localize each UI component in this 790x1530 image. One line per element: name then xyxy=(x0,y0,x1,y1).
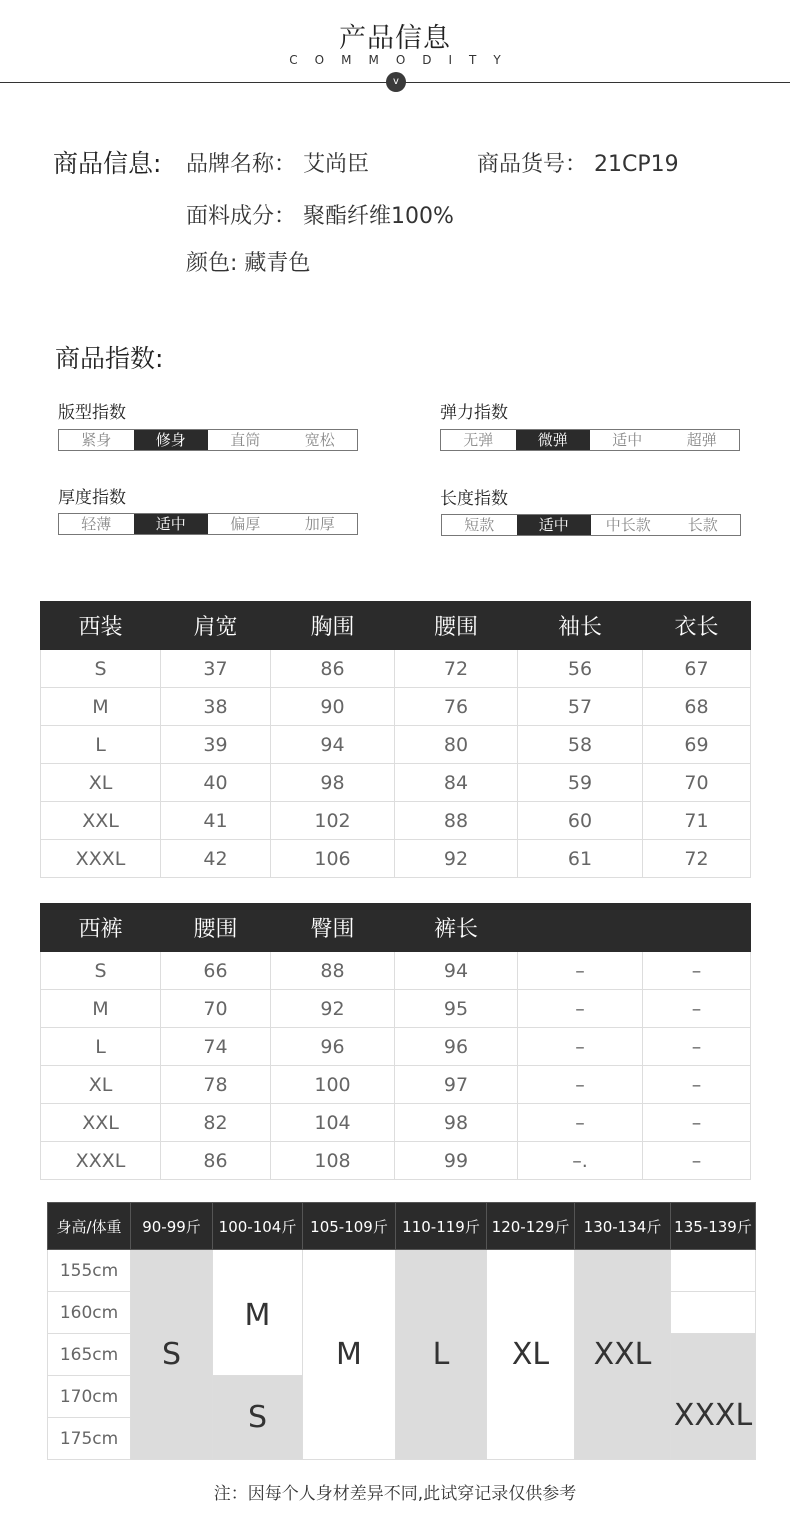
table-cell: M xyxy=(41,688,161,726)
table-cell: 90 xyxy=(271,688,395,726)
size-cell xyxy=(213,1250,303,1376)
scale-option-selected: 适中 xyxy=(134,514,209,534)
table-cell: 67 xyxy=(643,650,751,688)
size-label: M xyxy=(244,1298,271,1333)
table-header-cell: 105-109斤 xyxy=(303,1203,396,1250)
size-cell: XXXL xyxy=(671,1334,756,1460)
table-cell: L xyxy=(41,1028,161,1066)
size-cell: XL xyxy=(487,1250,575,1460)
table-cell: 96 xyxy=(395,1028,518,1066)
table-cell: 99 xyxy=(395,1142,518,1180)
thickness-index-label: 厚度指数 xyxy=(58,488,126,508)
table-cell: 57 xyxy=(518,688,643,726)
table-cell: 86 xyxy=(161,1142,271,1180)
table-row xyxy=(41,650,751,688)
height-cell: 170cm xyxy=(48,1376,131,1418)
table-row xyxy=(41,802,751,840)
scale-option: 轻薄 xyxy=(81,515,112,533)
table-cell: 69 xyxy=(643,726,751,764)
table-cell: 80 xyxy=(395,726,518,764)
scale-option-selected: 微弹 xyxy=(516,430,591,450)
page-subtitle: COMMODITY xyxy=(289,53,518,67)
table-cell: 97 xyxy=(395,1066,518,1104)
table-cell: 82 xyxy=(161,1104,271,1142)
table-cell: 70 xyxy=(643,764,751,802)
table-cell: 88 xyxy=(395,802,518,840)
table-row xyxy=(41,952,751,990)
table-cell: 106 xyxy=(271,840,395,878)
scale-option-selected: 适中 xyxy=(517,515,592,535)
scale-option: 长款 xyxy=(687,516,718,534)
table-cell: 72 xyxy=(643,840,751,878)
table-cell: L xyxy=(41,726,161,764)
table-header-cell: 臀围 xyxy=(271,904,395,952)
table-cell: 71 xyxy=(643,802,751,840)
table-row xyxy=(41,840,751,878)
table-header-cell: 100-104斤 xyxy=(213,1203,303,1250)
table-cell: 108 xyxy=(271,1142,395,1180)
table-row xyxy=(41,764,751,802)
table-row xyxy=(41,688,751,726)
table-cell: 72 xyxy=(395,650,518,688)
table-cell: – xyxy=(643,1104,751,1142)
table-cell: 37 xyxy=(161,650,271,688)
table-header-cell: 裤长 xyxy=(395,904,518,952)
table-cell: –. xyxy=(518,1142,643,1180)
table-row xyxy=(41,990,751,1028)
scale-option: 宽松 xyxy=(304,431,335,449)
table-cell: – xyxy=(518,1028,643,1066)
height-cell: 175cm xyxy=(48,1418,131,1460)
scale-option: 适中 xyxy=(612,431,643,449)
table-cell: 66 xyxy=(161,952,271,990)
table-header-cell: 130-134斤 xyxy=(575,1203,671,1250)
table-cell: XL xyxy=(41,1066,161,1104)
scale-option-selected: 修身 xyxy=(134,430,209,450)
table-cell: 100 xyxy=(271,1066,395,1104)
table-cell: 40 xyxy=(161,764,271,802)
table-row xyxy=(48,1250,756,1292)
fit-index-scale xyxy=(58,429,358,451)
height-cell: 165cm xyxy=(48,1334,131,1376)
table-cell: 96 xyxy=(271,1028,395,1066)
table-cell: – xyxy=(518,1066,643,1104)
height-cell: 160cm xyxy=(48,1292,131,1334)
table-cell: 92 xyxy=(271,990,395,1028)
table-cell: 58 xyxy=(518,726,643,764)
table-cell: 70 xyxy=(161,990,271,1028)
size-recommendation-table xyxy=(47,1202,756,1460)
table-header-cell: 西装 xyxy=(41,602,161,650)
scale-option: 偏厚 xyxy=(230,515,261,533)
empty-cell xyxy=(671,1250,756,1292)
table-row xyxy=(41,1142,751,1180)
table-cell: 92 xyxy=(395,840,518,878)
scale-option: 加厚 xyxy=(304,515,335,533)
brand-name: 品牌名称： 艾尚臣 xyxy=(186,152,369,177)
table-header-cell: 身高/体重 xyxy=(48,1203,131,1250)
table-cell: – xyxy=(643,990,751,1028)
table-row xyxy=(41,1104,751,1142)
fabric-composition: 面料成分： 聚酯纤维100% xyxy=(186,204,454,229)
scale-option: 无弹 xyxy=(463,431,494,449)
table-header-row xyxy=(48,1203,756,1250)
info-label: 商品信息: xyxy=(53,149,162,178)
size-cell: XXL xyxy=(575,1250,671,1460)
table-row xyxy=(41,726,751,764)
table-cell: 98 xyxy=(395,1104,518,1142)
table-header-cell: 135-139斤 xyxy=(671,1203,756,1250)
length-index-label: 长度指数 xyxy=(440,489,508,509)
table-cell: – xyxy=(518,952,643,990)
suit-size-table xyxy=(40,601,751,878)
table-header-cell: 110-119斤 xyxy=(396,1203,487,1250)
table-cell: 104 xyxy=(271,1104,395,1142)
table-cell: XXXL xyxy=(41,840,161,878)
thickness-index-scale xyxy=(58,513,358,535)
table-header-cell: 胸围 xyxy=(271,602,395,650)
table-cell: – xyxy=(643,1142,751,1180)
scale-option: 紧身 xyxy=(81,431,112,449)
table-cell: 56 xyxy=(518,650,643,688)
table-cell: XXXL xyxy=(41,1142,161,1180)
fit-index-label: 版型指数 xyxy=(58,403,126,423)
table-cell: 42 xyxy=(161,840,271,878)
table-cell: XL xyxy=(41,764,161,802)
elastic-index-scale xyxy=(440,429,740,451)
elastic-index-label: 弹力指数 xyxy=(440,403,508,423)
scale-option: 中长款 xyxy=(605,516,651,534)
table-cell: – xyxy=(643,952,751,990)
table-header-cell: 西裤 xyxy=(41,904,161,952)
footnote: 注：因每个人身材差异不同,此试穿记录仅供参考 xyxy=(213,1484,577,1504)
table-header-cell: 衣长 xyxy=(643,602,751,650)
scale-option: 直筒 xyxy=(230,431,261,449)
table-cell: M xyxy=(41,990,161,1028)
table-cell: 38 xyxy=(161,688,271,726)
table-cell: 41 xyxy=(161,802,271,840)
table-cell: 39 xyxy=(161,726,271,764)
size-cell: L xyxy=(396,1250,487,1460)
table-cell: 61 xyxy=(518,840,643,878)
product-color: 颜色: 藏青色 xyxy=(186,251,311,276)
table-header-row xyxy=(41,602,751,650)
sku-number: 商品货号： 21CP19 xyxy=(477,152,679,177)
table-cell: – xyxy=(643,1066,751,1104)
size-cell: S xyxy=(213,1376,303,1460)
table-header-cell: 120-129斤 xyxy=(487,1203,575,1250)
table-cell: – xyxy=(518,1104,643,1142)
table-cell: – xyxy=(643,1028,751,1066)
table-cell: 84 xyxy=(395,764,518,802)
table-cell: XXL xyxy=(41,802,161,840)
table-cell: 74 xyxy=(161,1028,271,1066)
page-title: 产品信息 xyxy=(339,23,451,54)
table-cell: S xyxy=(41,650,161,688)
table-cell: 86 xyxy=(271,650,395,688)
chevron-badge-icon: v xyxy=(386,72,406,92)
pants-size-table xyxy=(40,903,751,1180)
table-header-cell xyxy=(518,904,643,952)
table-cell: 76 xyxy=(395,688,518,726)
size-cell: S xyxy=(131,1250,213,1460)
table-cell: XXL xyxy=(41,1104,161,1142)
table-row xyxy=(41,1028,751,1066)
table-cell: – xyxy=(518,990,643,1028)
table-header-cell: 肩宽 xyxy=(161,602,271,650)
table-cell: S xyxy=(41,952,161,990)
height-cell: 155cm xyxy=(48,1250,131,1292)
table-cell: 60 xyxy=(518,802,643,840)
table-header-cell: 腰围 xyxy=(161,904,271,952)
scale-option: 超弹 xyxy=(686,431,717,449)
index-title: 商品指数: xyxy=(55,344,164,373)
table-cell: 95 xyxy=(395,990,518,1028)
table-cell: 59 xyxy=(518,764,643,802)
table-cell: 68 xyxy=(643,688,751,726)
table-header-cell: 腰围 xyxy=(395,602,518,650)
size-cell: M xyxy=(303,1250,396,1460)
table-cell: 78 xyxy=(161,1066,271,1104)
table-header-cell xyxy=(643,904,751,952)
table-cell: 94 xyxy=(271,726,395,764)
length-index-scale xyxy=(441,514,741,536)
table-header-cell: 袖长 xyxy=(518,602,643,650)
table-cell: 94 xyxy=(395,952,518,990)
table-cell: 88 xyxy=(271,952,395,990)
table-cell: 102 xyxy=(271,802,395,840)
table-header-row xyxy=(41,904,751,952)
table-cell: 98 xyxy=(271,764,395,802)
table-header-cell: 90-99斤 xyxy=(131,1203,213,1250)
scale-option: 短款 xyxy=(464,516,495,534)
table-row xyxy=(41,1066,751,1104)
empty-cell xyxy=(671,1292,756,1334)
